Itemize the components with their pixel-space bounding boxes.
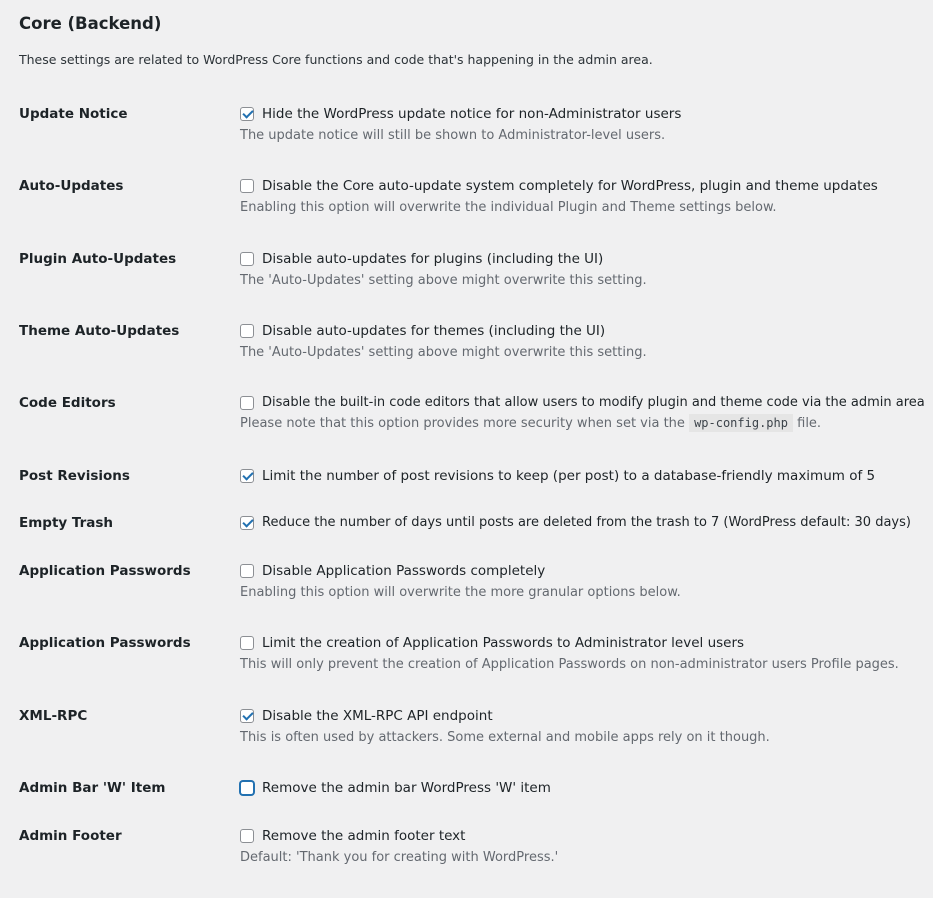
xml-rpc-checkbox[interactable] xyxy=(240,709,254,723)
empty-trash-checkbox[interactable] xyxy=(240,516,254,530)
setting-label: Auto-Updates xyxy=(19,178,124,194)
setting-description: Default: 'Thank you for creating with WordPress.' xyxy=(240,850,559,865)
checkbox-label[interactable]: Disable auto-updates for themes (including the UI) xyxy=(262,323,606,339)
checkbox-label[interactable]: Disable the XML-RPC API endpoint xyxy=(262,708,493,724)
description-text: Please note that this option provides more security when set via the xyxy=(240,416,685,431)
post-revisions-checkbox[interactable] xyxy=(240,469,254,483)
checkbox-label[interactable]: Remove the admin footer text xyxy=(262,828,466,844)
checkbox-label[interactable]: Disable the built-in code editors that allow users to modify plugin and theme code via the admin area xyxy=(262,395,925,410)
setting-field xyxy=(240,251,647,288)
plugin-auto-updates-checkbox[interactable] xyxy=(240,252,254,266)
checkbox-label[interactable]: Limit the creation of Application Passwords to Administrator level users xyxy=(262,635,745,651)
checkbox-line[interactable] xyxy=(240,106,681,122)
setting-label: Plugin Auto-Updates xyxy=(19,251,177,267)
checkbox-label[interactable]: Disable auto-updates for plugins (including the UI) xyxy=(262,251,604,267)
setting-label: Admin Bar 'W' Item xyxy=(19,780,166,796)
checkbox-label[interactable]: Limit the number of post revisions to keep (per post) to a database-friendly maximum of 5 xyxy=(262,468,876,484)
setting-field xyxy=(240,178,878,215)
setting-description: Enabling this option will overwrite the individual Plugin and Theme settings below. xyxy=(240,200,777,215)
checkbox-label[interactable]: Reduce the number of days until posts are deleted from the trash to 7 (WordPress default: 30 days) xyxy=(262,515,911,530)
setting-field xyxy=(240,468,875,484)
setting-field xyxy=(240,395,925,431)
update-notice-checkbox[interactable] xyxy=(240,107,254,121)
setting-description: The 'Auto-Updates' setting above might overwrite this setting. xyxy=(240,345,647,360)
setting-field xyxy=(240,106,681,143)
checkbox-line[interactable] xyxy=(240,323,647,339)
auto-updates-checkbox[interactable] xyxy=(240,179,254,193)
setting-field xyxy=(240,708,770,745)
application-passwords-disable-checkbox[interactable] xyxy=(240,564,254,578)
code-snippet: wp-config.php xyxy=(689,414,793,432)
setting-field xyxy=(240,780,551,796)
setting-label: Application Passwords xyxy=(19,563,191,579)
theme-auto-updates-checkbox[interactable] xyxy=(240,324,254,338)
checkbox-line[interactable] xyxy=(240,251,647,267)
checkbox-line[interactable] xyxy=(240,708,770,724)
checkbox-line[interactable] xyxy=(240,515,911,530)
setting-field xyxy=(240,515,911,530)
admin-bar-w-item-checkbox[interactable] xyxy=(240,781,254,795)
section-title: Core (Backend) xyxy=(19,14,162,33)
checkbox-label[interactable]: Disable the Core auto-update system completely for WordPress, plugin and theme updates xyxy=(262,178,878,194)
checkbox-label[interactable]: Disable Application Passwords completely xyxy=(262,563,546,579)
checkbox-label[interactable]: Hide the WordPress update notice for non-Administrator users xyxy=(262,106,682,122)
setting-label: Post Revisions xyxy=(19,468,130,484)
setting-field xyxy=(240,563,681,600)
checkbox-line[interactable] xyxy=(240,635,899,651)
admin-footer-checkbox[interactable] xyxy=(240,829,254,843)
setting-label: Code Editors xyxy=(19,395,116,411)
setting-field xyxy=(240,635,899,672)
setting-description: This is often used by attackers. Some external and mobile apps rely on it though. xyxy=(240,730,770,745)
checkbox-line[interactable] xyxy=(240,828,558,844)
settings-section xyxy=(19,0,933,898)
checkbox-line[interactable] xyxy=(240,563,681,579)
setting-label: Admin Footer xyxy=(19,828,122,844)
setting-description: This will only prevent the creation of Application Passwords on non-administrator users Profile pages. xyxy=(240,657,899,672)
setting-field xyxy=(240,828,558,865)
setting-description: The update notice will still be shown to Administrator-level users. xyxy=(240,128,666,143)
setting-description: The 'Auto-Updates' setting above might overwrite this setting. xyxy=(240,273,647,288)
checkbox-line[interactable] xyxy=(240,178,878,194)
checkbox-label[interactable]: Remove the admin bar WordPress 'W' item xyxy=(262,780,551,796)
setting-label: Theme Auto-Updates xyxy=(19,323,180,339)
application-passwords-limit-checkbox[interactable] xyxy=(240,636,254,650)
setting-description: Enabling this option will overwrite the more granular options below. xyxy=(240,585,681,600)
setting-label: Empty Trash xyxy=(19,515,114,531)
setting-field xyxy=(240,323,647,360)
setting-description xyxy=(240,416,925,431)
checkbox-line[interactable] xyxy=(240,780,551,796)
section-description: These settings are related to WordPress Core functions and code that's happening in the admin area. xyxy=(19,52,653,67)
code-editors-checkbox[interactable] xyxy=(240,396,254,410)
description-text: file. xyxy=(797,416,822,431)
setting-label: Application Passwords xyxy=(19,635,191,651)
setting-label: Update Notice xyxy=(19,106,128,122)
checkbox-line[interactable] xyxy=(240,468,875,484)
setting-label: XML-RPC xyxy=(19,708,88,724)
checkbox-line[interactable] xyxy=(240,395,925,410)
